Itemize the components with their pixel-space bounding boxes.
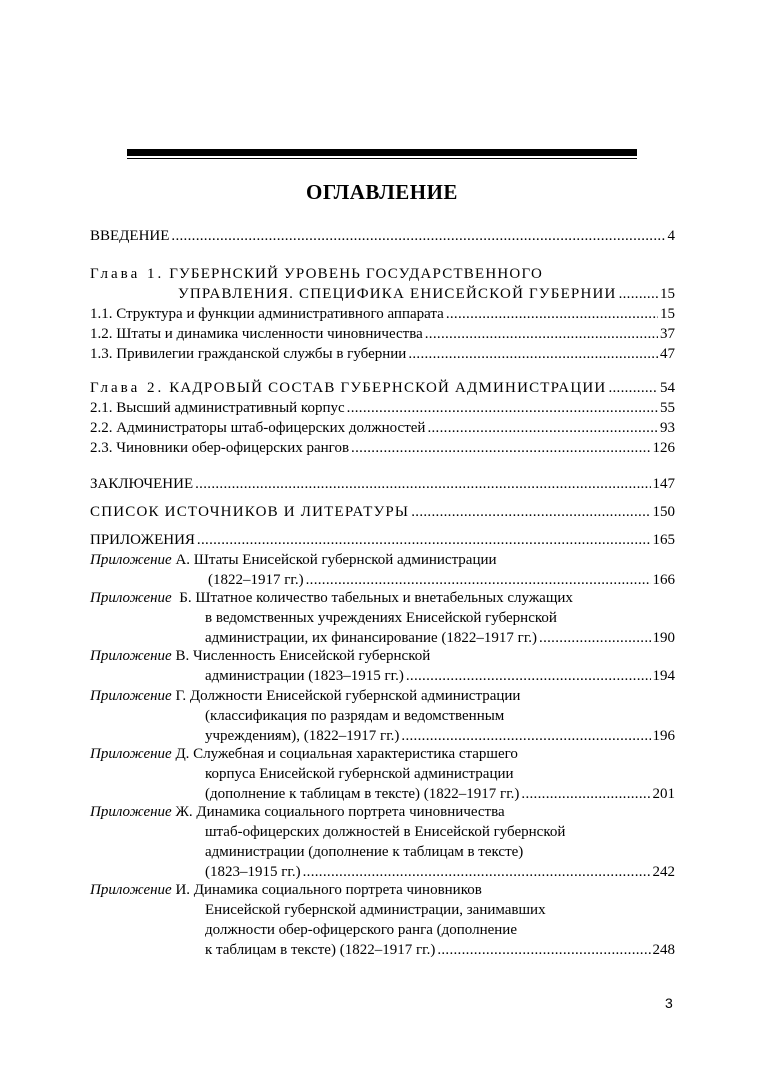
leader-dots [446, 304, 658, 324]
toc-entry-label: ПРИЛОЖЕНИЯ [90, 532, 195, 548]
toc-entry-label: ВВЕДЕНИЕ [90, 228, 170, 244]
toc-appendix-g-line2: (классификация по разрядам и ведомственным [205, 708, 505, 724]
appendix-title: В. Численность Енисейской губернской [175, 648, 431, 664]
toc-appendix-g-line1[interactable] [90, 686, 520, 706]
leader-dots [619, 284, 658, 304]
appendix-title-cont: (1823–1915 гг.) [205, 864, 301, 880]
appendix-label: Приложение [90, 746, 172, 762]
leader-dots [521, 784, 650, 804]
toc-page-number: 194 [652, 668, 675, 684]
toc-page-number: 147 [652, 476, 675, 492]
leader-dots [303, 862, 651, 882]
toc-entry-1-2[interactable] [90, 324, 675, 344]
toc-entry-2-1[interactable] [90, 398, 675, 418]
leader-dots [171, 226, 665, 246]
appendix-title-cont: к таблицам в тексте) (1822–1917 гг.) [205, 942, 436, 958]
toc-entry-2-3[interactable] [90, 438, 675, 458]
toc-appendix-a-line2[interactable] [208, 570, 675, 590]
toc-appendix-v-line2[interactable] [205, 666, 675, 686]
appendix-title: Д. Служебная и социальная характеристика старшего [175, 746, 518, 762]
toc-entry-label: ЗАКЛЮЧЕНИЕ [90, 476, 194, 492]
appendix-title-cont: (1822–1917 гг.) [208, 572, 304, 588]
toc-appendix-zh-line4[interactable] [205, 862, 675, 882]
toc-appendix-zh-line2: штаб-офицерских должностей в Енисейской губернской [205, 824, 566, 840]
top-rule-thin [127, 158, 637, 159]
toc-appendix-i-line4[interactable] [205, 940, 675, 960]
toc-entry-label: 1.2. Штаты и динамика численности чиновничества [90, 326, 423, 342]
chapter-title-line2: УПРАВЛЕНИЯ. СПЕЦИФИКА ЕНИСЕЙСКОЙ ГУБЕРНИИ [178, 286, 617, 302]
toc-chapter2[interactable] [90, 378, 675, 398]
toc-appendix-d-line2: корпуса Енисейской губернской администрации [205, 766, 514, 782]
leader-dots [408, 344, 658, 364]
toc-page-number: 15 [660, 286, 675, 302]
toc-page-number: 248 [652, 942, 675, 958]
toc-entry-intro[interactable] [90, 226, 675, 246]
chapter-title-line1: ГУБЕРНСКИЙ УРОВЕНЬ ГОСУДАРСТВЕННОГО [169, 266, 543, 282]
appendix-title-cont: администрации, их финансирование (1822–1917 гг.) [205, 630, 538, 646]
leader-dots [197, 530, 651, 550]
toc-chapter1-line2[interactable] [178, 284, 675, 304]
toc-page-number: 15 [660, 306, 675, 322]
toc-page-number: 201 [652, 786, 675, 802]
appendix-title: А. Штаты Енисейской губернской администрации [175, 552, 497, 568]
appendix-title: Г. Должности Енисейской губернской администрации [175, 688, 521, 704]
chapter-title [90, 378, 606, 398]
toc-page-number: 47 [660, 346, 675, 362]
toc-appendix-v-line1[interactable] [90, 646, 430, 666]
toc-page-number: 37 [660, 326, 675, 342]
leader-dots [406, 666, 651, 686]
appendix-title-cont: учреждениям), (1822–1917 гг.) [205, 728, 400, 744]
toc-page-number: 126 [652, 440, 675, 456]
toc-appendix-d-line3[interactable] [205, 784, 675, 804]
toc-appendix-i-line2: Енисейской губернской администрации, занимавших [205, 902, 546, 918]
appendix-title: И. Динамика социального портрета чиновников [175, 882, 482, 898]
toc-page-number: 196 [652, 728, 675, 744]
chapter-prefix: Глава 1. [90, 266, 165, 282]
leader-dots [306, 570, 651, 590]
chapter-prefix: Глава 2. [90, 380, 165, 396]
toc-appendix-a-line1[interactable] [90, 550, 497, 570]
leader-dots [195, 474, 650, 494]
toc-appendix-b-line3[interactable] [205, 628, 675, 648]
leader-dots [427, 418, 658, 438]
toc-entry-conclusion[interactable] [90, 474, 675, 494]
appendix-title: Ж. Динамика социального портрета чиновничества [175, 804, 505, 820]
toc-entry-label: 1.3. Привилегии гражданской службы в губернии [90, 346, 407, 362]
appendix-label: Приложение [90, 552, 172, 568]
appendix-label: Приложение [90, 590, 172, 606]
toc-page-number: 150 [652, 504, 675, 520]
toc-entry-label: 2.3. Чиновники обер-офицерских рангов [90, 440, 350, 456]
toc-appendix-i-line3: должности обер-офицерского ранга (дополнение [205, 922, 517, 938]
leader-dots [539, 628, 650, 648]
toc-page-number: 242 [652, 864, 675, 880]
appendix-label: Приложение [90, 882, 172, 898]
toc-page-number: 190 [652, 630, 675, 646]
toc-page-number: 4 [667, 228, 675, 244]
chapter-title-text: КАДРОВЫЙ СОСТАВ ГУБЕРНСКОЙ АДМИНИСТРАЦИИ [169, 380, 607, 396]
toc-page-number: 55 [660, 400, 675, 416]
leader-dots [401, 726, 650, 746]
toc-page-number: 54 [660, 380, 675, 396]
toc-entry-label: СПИСОК ИСТОЧНИКОВ И ЛИТЕРАТУРЫ [90, 504, 410, 520]
appendix-label: Приложение [90, 804, 172, 820]
leader-dots [411, 502, 650, 522]
toc-appendix-i-line1[interactable] [90, 880, 482, 900]
toc-chapter1-line1[interactable] [90, 264, 543, 284]
appendix-title: Б. Штатное количество табельных и внетабельных служащих [179, 590, 573, 606]
toc-appendix-b-line1[interactable] [90, 588, 573, 608]
toc-entry-label: 2.2. Администраторы штаб-офицерских должностей [90, 420, 426, 436]
toc-entry-label: 2.1. Высший административный корпус [90, 400, 345, 416]
toc-appendix-d-line1[interactable] [90, 744, 518, 764]
toc-appendix-zh-line1[interactable] [90, 802, 505, 822]
appendix-title-cont: (дополнение к таблицам в тексте) (1822–1917 гг.) [205, 786, 520, 802]
leader-dots [347, 398, 658, 418]
appendix-title-cont: администрации (1823–1915 гг.) [205, 668, 404, 684]
toc-entry-appendices[interactable] [90, 530, 675, 550]
appendix-label: Приложение [90, 648, 172, 664]
page-title: ОГЛАВЛЕНИЕ [306, 180, 458, 204]
toc-appendix-g-line3[interactable] [205, 726, 675, 746]
appendix-label: Приложение [90, 688, 172, 704]
leader-dots [425, 324, 658, 344]
leader-dots [608, 378, 658, 398]
leader-dots [437, 940, 650, 960]
toc-page-number: 165 [652, 532, 675, 548]
toc-appendix-b-line2: в ведомственных учреждениях Енисейской губернской [205, 610, 557, 626]
page-number: 3 [665, 995, 673, 1011]
toc-appendix-zh-line3: администрации (дополнение к таблицам в тексте) [205, 844, 524, 860]
toc-entry-2-2[interactable] [90, 418, 675, 438]
toc-page-number: 93 [660, 420, 675, 436]
top-rule-thick [127, 149, 637, 156]
toc-entry-sources[interactable] [90, 502, 675, 522]
leader-dots [351, 438, 650, 458]
toc-entry-label: 1.1. Структура и функции административного аппарата [90, 306, 444, 322]
toc-entry-1-1[interactable] [90, 304, 675, 324]
toc-page-number: 166 [652, 572, 675, 588]
toc-entry-1-3[interactable] [90, 344, 675, 364]
